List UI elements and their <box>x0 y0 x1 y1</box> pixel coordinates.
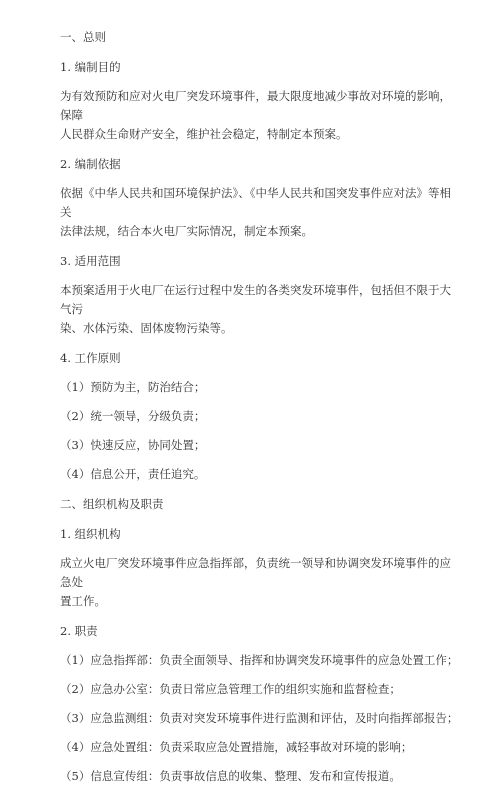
list-item-principle-4: （4）信息公开，责任追究。 <box>60 467 206 481</box>
section-heading-organization: 二、组织机构及职责 <box>60 497 164 511</box>
list-item-duty-3: （3）应急监测组：负责对突发环境事件进行监测和评估，及时向指挥部报告； <box>60 711 459 725</box>
paragraph-purpose-line-2: 人民群众生命财产安全，维护社会稳定，特制定本预案。 <box>60 127 348 141</box>
paragraph-purpose-line-1: 为有效预防和应对火电厂突发环境事件，最大限度地减少事故对环境的影响，保障 <box>60 89 451 122</box>
subheading-scope: 3. 适用范围 <box>60 254 121 268</box>
subheading-structure: 1. 组织机构 <box>60 527 121 541</box>
paragraph-basis-line-2: 法律法规，结合本火电厂实际情况，制定本预案。 <box>60 224 313 238</box>
section-heading-general: 一、总则 <box>60 30 106 44</box>
list-item-principle-3: （3）快速反应，协同处置； <box>60 438 206 452</box>
paragraph-scope-line-1: 本预案适用于火电厂在运行过程中发生的各类突发环境事件，包括但不限于大气污 <box>60 283 451 316</box>
document-body <box>60 28 460 786</box>
list-item-duty-2: （2）应急办公室：负责日常应急管理工作的组织实施和监督检查； <box>60 682 401 696</box>
paragraph-structure-line-1: 成立火电厂突发环境事件应急指挥部，负责统一领导和协调突发环境事件的应急处 <box>60 556 451 589</box>
subheading-purpose: 1. 编制目的 <box>60 60 121 74</box>
paragraph-structure-line-2: 置工作。 <box>60 594 106 608</box>
list-item-duty-5: （5）信息宣传组：负责事故信息的收集、整理、发布和宣传报道。 <box>60 769 401 783</box>
subheading-basis: 2. 编制依据 <box>60 157 121 171</box>
list-item-principle-2: （2）统一领导，分级负责； <box>60 409 206 423</box>
subheading-principles: 4. 工作原则 <box>60 351 121 365</box>
subheading-duties: 2. 职责 <box>60 624 98 638</box>
list-item-principle-1: （1）预防为主，防治结合； <box>60 380 206 394</box>
paragraph-basis-line-1: 依据《中华人民共和国环境保护法》、《中华人民共和国突发事件应对法》等相关 <box>60 186 451 219</box>
paragraph-scope-line-2: 染、水体污染、固体废物污染等。 <box>60 321 233 335</box>
list-item-duty-4: （4）应急处置组：负责采取应急处置措施，减轻事故对环境的影响； <box>60 740 413 754</box>
list-item-duty-1: （1）应急指挥部：负责全面领导、指挥和协调突发环境事件的应急处置工作； <box>60 653 459 667</box>
